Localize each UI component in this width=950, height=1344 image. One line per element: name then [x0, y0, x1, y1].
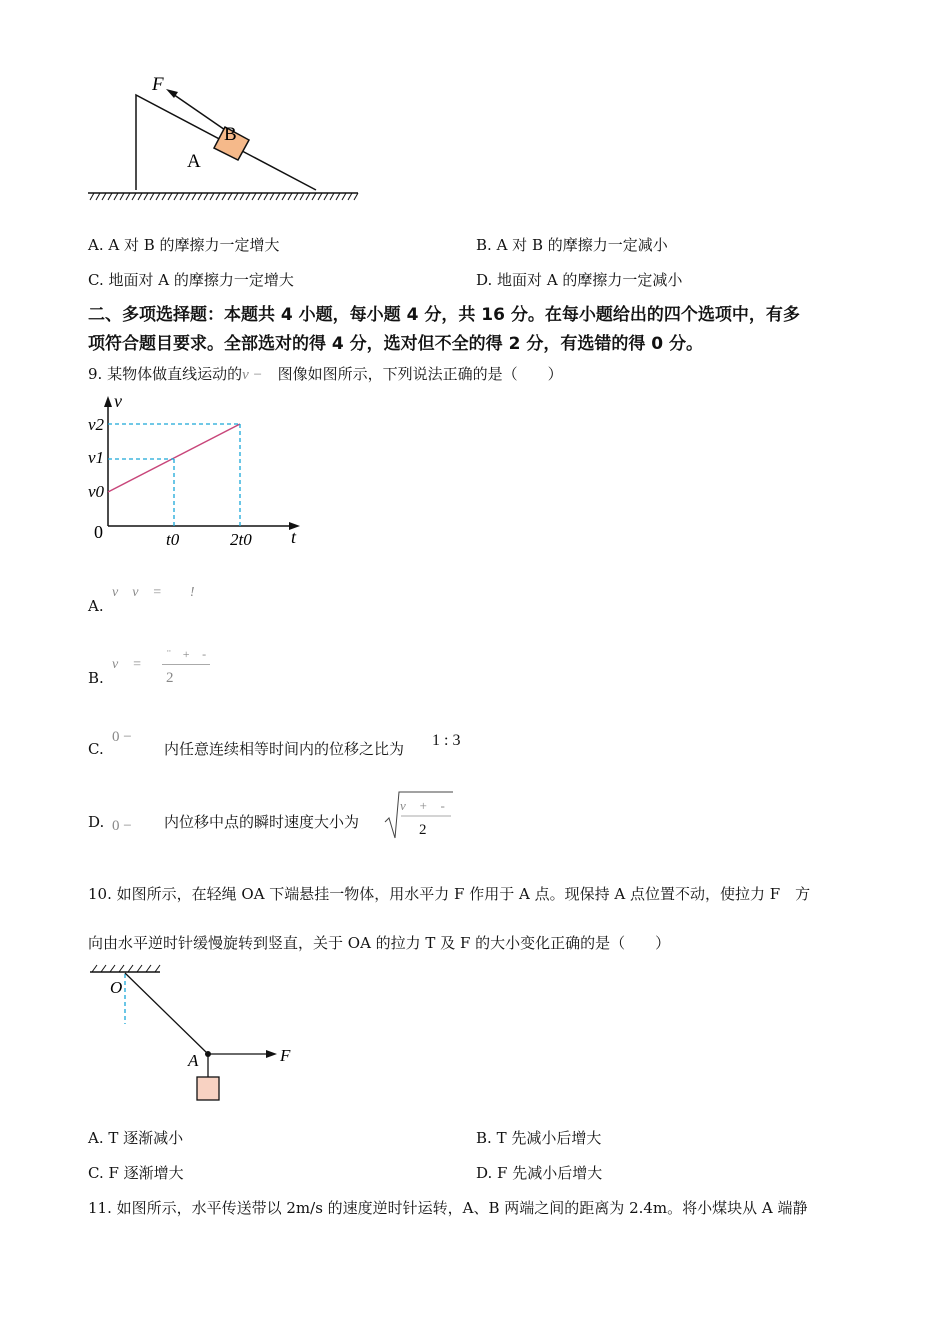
option-label: B. [476, 236, 492, 254]
rope-figure [88, 962, 308, 1107]
option-9a[interactable] [88, 596, 104, 616]
y-axis-label: v [114, 391, 122, 411]
option-9d-formula: 0 − [112, 818, 132, 834]
option-label: D. [476, 1164, 493, 1182]
option-label: B. [476, 1129, 492, 1147]
q9-formula: v − [242, 367, 263, 383]
option-9a-formula: v v = ! [112, 585, 195, 600]
option-9d-numerator: v + - [400, 798, 445, 813]
option-label: A. [88, 236, 104, 254]
tick-v0: v0 [88, 482, 105, 501]
option-9d[interactable] [88, 812, 104, 832]
point-a-label: A [188, 1051, 199, 1070]
option-8c[interactable] [88, 270, 294, 290]
option-text: A 对 B 的摩擦力一定增大 [108, 236, 280, 254]
option-text: A 对 B 的摩擦力一定减小 [496, 236, 668, 254]
option-9b-denominator: 2 [166, 670, 174, 686]
option-8b[interactable] [476, 235, 668, 255]
option-9d-denominator: 2 [419, 822, 427, 838]
question-9 [88, 364, 563, 385]
option-10c[interactable] [88, 1163, 184, 1183]
option-text: F 先减小后增大 [497, 1164, 603, 1182]
force-label: F [152, 74, 164, 95]
force-f-label: F [280, 1046, 291, 1065]
hanging-block [197, 1077, 219, 1100]
option-label: D. [88, 813, 105, 831]
option-label: C. [88, 271, 104, 289]
option-label: B. [88, 669, 104, 687]
option-8d[interactable] [476, 270, 682, 290]
option-text: T 先减小后增大 [496, 1129, 602, 1147]
option-label: A. [88, 597, 104, 615]
option-9b-numerator: ¨ + - [162, 644, 210, 665]
option-text: 地面对 A 的摩擦力一定增大 [108, 271, 294, 289]
section-heading-line2: 项符合题目要求。全部选对的得 4 分，选对但不全的得 2 分，有选错的得 0 分。 [88, 334, 703, 354]
incline-figure [88, 70, 363, 205]
option-9b[interactable] [88, 668, 104, 688]
question-11-line1: 11. 如图所示，水平传送带以 2m/s 的速度逆时针运转，A、B 两端之间的距离为 2.4m。将小煤块从 A 端静 [88, 1199, 808, 1217]
option-10a[interactable] [88, 1128, 183, 1148]
option-10b[interactable] [476, 1128, 601, 1148]
question-10-line2: 向由水平逆时针缓慢旋转到竖直，关于 OA 的拉力 T 及 F 的大小变化正确的是（ ） [88, 934, 671, 952]
section-heading-line1: 二、多项选择题：本题共 4 小题，每小题 4 分，共 16 分。在每小题给出的四个选项中，有多 [88, 305, 800, 325]
tick-v1: v1 [88, 448, 105, 467]
option-9c-text: 内任意连续相等时间内的位移之比为 [164, 740, 405, 758]
tick-v2: v2 [88, 415, 105, 434]
option-text: T 逐渐减小 [108, 1129, 184, 1147]
tick-2t0: 2t0 [230, 530, 252, 549]
option-10d[interactable] [476, 1163, 602, 1183]
option-9c-ratio: 1 : 3 [432, 732, 461, 749]
option-text: 地面对 A 的摩擦力一定减小 [497, 271, 683, 289]
q9-suffix: 图像如图所示，下列说法正确的是（ ） [277, 365, 563, 383]
x-axis-label: t [291, 527, 297, 547]
option-9b-formula: v = [112, 657, 142, 672]
origin-label: 0 [94, 522, 103, 542]
vt-graph [85, 393, 305, 553]
wedge-label: A [187, 151, 201, 172]
question-10-line1: 10. 如图所示，在轻绳 OA 下端悬挂一物体，用水平力 F 作用于 A 点。现保持 A 点位置不动，使拉力 F 方 [88, 885, 811, 903]
option-label: C. [88, 1164, 104, 1182]
option-9d-text: 内位移中点的瞬时速度大小为 [164, 813, 360, 831]
point-o-label: O [110, 978, 123, 997]
block-b-label: B [224, 124, 237, 145]
option-label: A. [88, 1129, 104, 1147]
tick-t0: t0 [166, 530, 180, 549]
q9-prefix: 9. 某物体做直线运动的 [88, 365, 243, 383]
option-text: F 逐渐增大 [108, 1164, 184, 1182]
option-9c[interactable] [88, 739, 104, 759]
option-label: D. [476, 271, 493, 289]
option-8a[interactable] [88, 235, 280, 255]
option-label: C. [88, 740, 104, 758]
option-9c-formula: 0 − [112, 729, 132, 745]
